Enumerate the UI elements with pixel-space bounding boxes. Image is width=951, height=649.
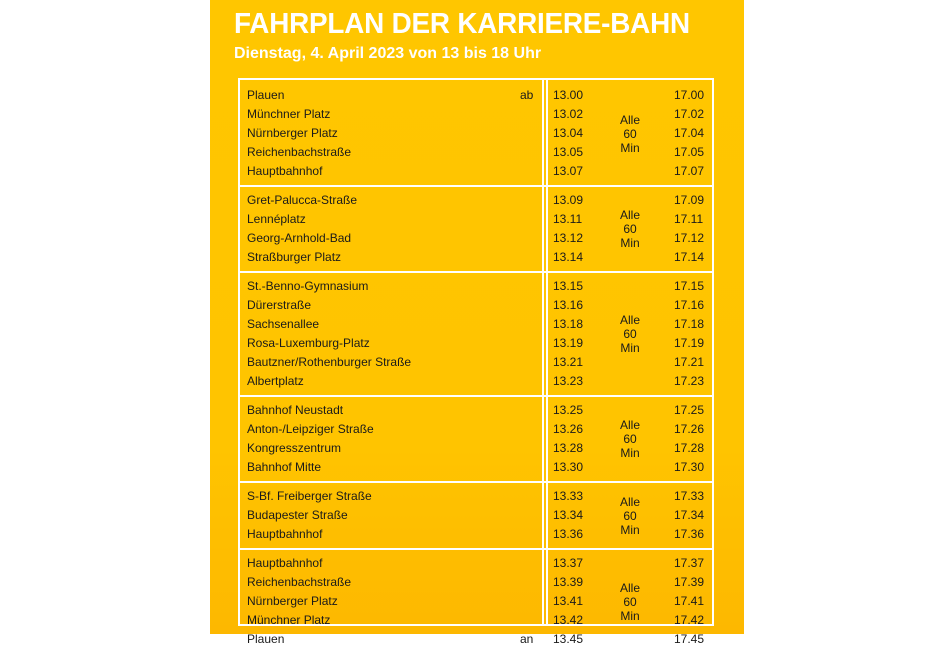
frequency-note [598,208,662,250]
last-departure-time: 17.37 [674,556,705,570]
last-departure-time: 17.11 [674,212,704,226]
timetable-row [240,630,712,649]
timetable-poster [210,0,744,646]
stop-name: Bahnhof Mitte [247,460,322,474]
last-departure-time: 17.19 [674,336,705,350]
timetable-row [240,353,712,372]
first-departure-time: 13.05 [553,145,584,159]
first-departure-time: 13.18 [553,317,584,331]
timetable [238,78,714,646]
stop-name: Münchner Platz [247,613,331,627]
frequency-line3: Min [620,341,640,355]
stop-name: Bahnhof Neustadt [247,403,344,417]
frequency-line1: Alle [619,418,640,432]
first-departure-time: 13.02 [553,107,584,121]
stop-name: Albertplatz [247,374,304,388]
group-separator [240,185,712,187]
last-departure-time: 17.15 [674,279,705,293]
frequency-line1: Alle [619,580,640,595]
stop-name: Hauptbahnhof [247,164,323,178]
frequency-line2: 60 [623,126,637,141]
stop-name: Dürerstraße [247,298,312,312]
stop-name: Bautzner/Rothenburger Straße [247,355,412,369]
frequency-note [598,313,662,355]
last-departure-time: 17.28 [674,441,705,455]
last-departure-time: 17.21 [674,355,705,369]
frequency-line1: Alle [619,313,640,327]
stop-name: Georg-Arnhold-Bad [247,231,352,245]
stop-name: Hauptbahnhof [247,556,323,570]
stop-name: S-Bf. Freiberger Straße [247,489,372,503]
frequency-line2: 60 [623,508,637,523]
frequency-line1: Alle [619,494,640,509]
stop-name: Lennéplatz [247,212,306,226]
first-departure-time: 13.26 [553,422,584,436]
frequency-note [598,581,662,623]
frequency-line3: Min [620,446,640,460]
last-departure-time: 17.09 [674,193,705,207]
last-departure-time: 17.26 [674,422,705,436]
group-separator [240,481,712,483]
timetable-row [240,86,712,105]
stop-name: Nürnberger Platz [247,594,338,608]
first-departure-time: 13.37 [553,556,584,570]
first-departure-time: 13.36 [553,527,584,541]
first-departure-time: 13.00 [553,88,584,102]
stop-name: Gret-Palucca-Straße [247,193,358,207]
last-departure-time: 17.23 [674,374,705,388]
first-departure-time: 13.16 [553,298,584,312]
group-separator [240,271,712,273]
first-departure-time: 13.33 [553,489,584,503]
last-departure-time: 17.00 [674,88,705,102]
last-departure-time: 17.02 [674,107,705,121]
frequency-line2: 60 [623,432,637,446]
stop-name: Nürnberger Platz [247,126,338,140]
frequency-line2: 60 [623,594,637,609]
first-departure-time: 13.23 [553,374,584,388]
first-departure-time: 13.39 [553,575,584,589]
first-departure-time: 13.45 [553,632,584,646]
last-departure-time: 17.04 [674,126,705,140]
frequency-line3: Min [620,140,640,155]
frequency-line3: Min [620,608,640,623]
last-departure-time: 17.34 [674,508,705,522]
first-departure-time: 13.12 [553,231,584,245]
last-departure-time: 17.18 [674,317,705,331]
first-departure-time: 13.25 [553,403,584,417]
stop-name: Sachsenallee [247,317,320,331]
stop-name: Hauptbahnhof [247,527,323,541]
first-departure-time: 13.41 [553,594,584,608]
stop-name: Plauen [247,632,285,646]
first-departure-time: 13.04 [553,126,584,140]
timetable-row [240,162,712,181]
poster-subtitle: Dienstag, 4. April 2023 von 13 bis 18 Uhr [234,45,542,62]
last-departure-time: 17.33 [674,489,705,503]
departure-arrival-mark: ab [520,88,534,102]
frequency-line1: Alle [619,208,640,222]
stop-name: Reichenbachstraße [247,575,352,589]
first-departure-time: 13.09 [553,193,584,207]
first-departure-time: 13.21 [553,355,584,369]
frequency-note [598,495,662,537]
timetable-row [240,458,712,477]
timetable-row [240,277,712,296]
stop-name: Straßburger Platz [247,250,342,264]
stop-name: Plauen [247,88,285,102]
stop-name: Kongresszentrum [247,441,342,455]
stop-name: St.-Benno-Gymnasium [247,279,369,293]
frequency-line2: 60 [623,222,637,236]
departure-arrival-mark: an [520,632,534,646]
frequency-line2: 60 [623,327,637,341]
stop-name: Reichenbachstraße [247,145,352,159]
frequency-line3: Min [620,522,640,537]
first-departure-time: 13.42 [553,613,584,627]
first-departure-time: 13.07 [553,164,584,178]
first-departure-time: 13.11 [553,212,583,226]
first-departure-time: 13.34 [553,508,584,522]
last-departure-time: 17.45 [674,632,705,646]
last-departure-time: 17.14 [674,250,705,264]
last-departure-time: 17.25 [674,403,705,417]
frequency-line1: Alle [619,112,640,127]
timetable-row [240,372,712,391]
last-departure-time: 17.05 [674,145,705,159]
stop-name: Rosa-Luxemburg-Platz [247,336,370,350]
first-departure-time: 13.14 [553,250,584,264]
frequency-note [598,418,662,460]
group-separator [240,548,712,550]
stop-name: Budapester Straße [247,508,348,522]
first-departure-time: 13.28 [553,441,584,455]
last-departure-time: 17.39 [674,575,705,589]
group-separator [240,395,712,397]
stop-name: Münchner Platz [247,107,331,121]
last-departure-time: 17.42 [674,613,705,627]
last-departure-time: 17.30 [674,460,705,474]
last-departure-time: 17.12 [674,231,705,245]
first-departure-time: 13.15 [553,279,584,293]
timetable-row [240,248,712,267]
first-departure-time: 13.19 [553,336,584,350]
stop-name: Anton-/Leipziger Straße [247,422,374,436]
frequency-line3: Min [620,236,640,250]
last-departure-time: 17.41 [674,594,705,608]
poster-title: FAHRPLAN DER KARRIERE-BAHN [234,8,690,40]
timetable-row [240,554,712,573]
last-departure-time: 17.16 [674,298,705,312]
first-departure-time: 13.30 [553,460,584,474]
last-departure-time: 17.36 [674,527,705,541]
last-departure-time: 17.07 [674,164,705,178]
frequency-note [598,113,662,155]
